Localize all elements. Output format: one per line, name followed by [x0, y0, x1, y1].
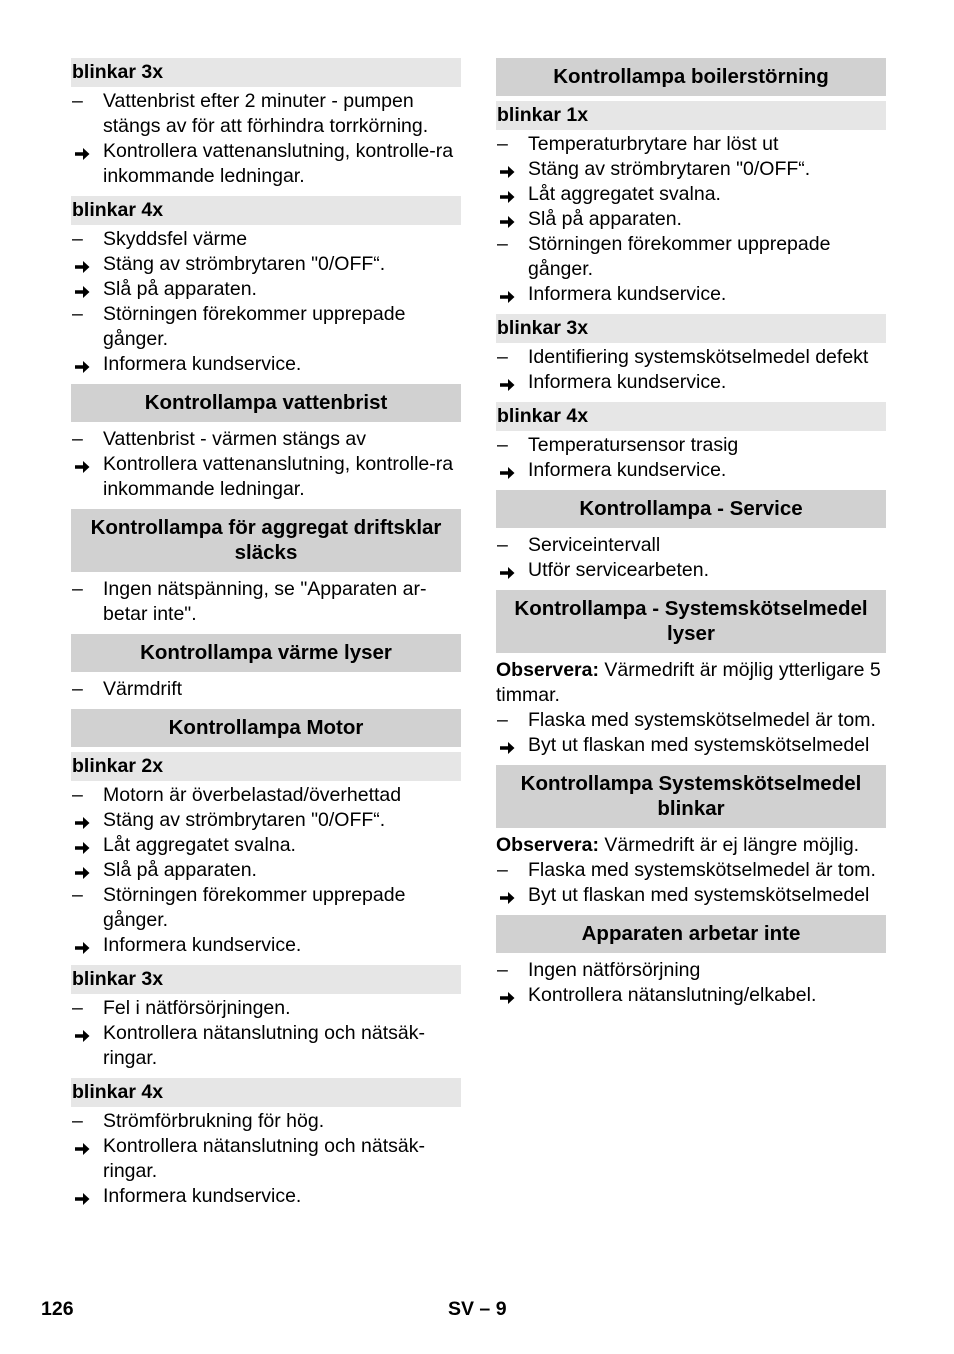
section-heading: Kontrollampa - Systemskötselmedel lyser [496, 590, 886, 653]
cause-item [496, 533, 886, 558]
instruction-item [496, 157, 886, 182]
instruction-item [71, 252, 461, 277]
section-heading: Kontrollampa boilerstörning [496, 58, 886, 96]
item-text: Ingen nätspänning, se "Apparaten ar-betar inte". [103, 578, 427, 625]
dash-bullet-icon: – [497, 133, 508, 155]
subheading: blinkar 4x [71, 1078, 461, 1107]
instruction-item [71, 452, 461, 502]
instruction-item [496, 558, 886, 583]
item-text: Störningen förekommer upprepade gånger. [103, 884, 406, 931]
arrow-right-icon [499, 988, 515, 1004]
arrow-right-icon [74, 838, 90, 854]
instruction-item [496, 182, 886, 207]
instruction-item [71, 1021, 461, 1071]
dash-bullet-icon: – [72, 784, 83, 806]
item-text: Kontrollera vattenanslutning, kontrolle-ra inkommande ledningar. [103, 140, 454, 187]
instruction-item [496, 282, 886, 307]
arrow-right-icon [499, 463, 515, 479]
dash-bullet-icon: – [72, 428, 83, 450]
dash-bullet-icon: – [72, 997, 83, 1019]
section-label: SV – 9 [448, 1298, 507, 1320]
dash-bullet-icon: – [72, 678, 83, 700]
cause-item [71, 302, 461, 352]
section-heading: Kontrollampa Motor [71, 709, 461, 747]
section-heading: Kontrollampa vattenbrist [71, 384, 461, 422]
item-text: Informera kundservice. [103, 934, 302, 956]
arrow-right-icon [74, 813, 90, 829]
instruction-item [71, 833, 461, 858]
arrow-right-icon [74, 457, 90, 473]
cause-item [496, 232, 886, 282]
item-text: Identifiering systemskötselmedel defekt [528, 346, 869, 368]
arrow-right-icon [499, 187, 515, 203]
section-heading: Kontrollampa värme lyser [71, 634, 461, 672]
dash-bullet-icon: – [72, 90, 83, 112]
subheading: blinkar 1x [496, 101, 886, 130]
dash-bullet-icon: – [72, 578, 83, 600]
dash-bullet-icon: – [72, 884, 83, 906]
arrow-right-icon [74, 1189, 90, 1205]
item-text: Slå på apparaten. [103, 859, 257, 881]
arrow-right-icon [74, 938, 90, 954]
cause-item [71, 227, 461, 252]
cause-item [71, 996, 461, 1021]
item-text: Ingen nätförsörjning [528, 959, 701, 981]
cause-item [71, 883, 461, 933]
cause-item [71, 677, 461, 702]
section-heading: Kontrollampa - Service [496, 490, 886, 528]
cause-item [496, 132, 886, 157]
item-text: Motorn är överbelastad/överhettad [103, 784, 402, 806]
item-text: Låt aggregatet svalna. [528, 183, 721, 205]
instruction-item [496, 458, 886, 483]
cause-item [71, 1109, 461, 1134]
item-text: Flaska med systemskötselmedel är tom. [528, 709, 876, 731]
instruction-item [496, 370, 886, 395]
instruction-item [496, 883, 886, 908]
dash-bullet-icon: – [497, 859, 508, 881]
arrow-right-icon [499, 212, 515, 228]
instruction-item [496, 733, 886, 758]
item-text: Vattenbrist efter 2 minuter - pumpen stängs av för att förhindra torrkörning. [103, 90, 429, 137]
item-text: Strömförbrukning för hög. [103, 1110, 325, 1132]
cause-item [71, 427, 461, 452]
cause-item [71, 89, 461, 139]
arrow-right-icon [499, 738, 515, 754]
arrow-right-icon [499, 287, 515, 303]
item-text: Stäng av strömbrytaren "0/OFF“. [103, 253, 386, 275]
item-text: Informera kundservice. [528, 459, 727, 481]
note-label: Observera: [496, 659, 599, 681]
cause-item [71, 783, 461, 808]
cause-item [496, 433, 886, 458]
dash-bullet-icon: – [72, 303, 83, 325]
item-text: Informera kundservice. [528, 371, 727, 393]
item-text: Kontrollera nätanslutning och nätsäk-ringar. [103, 1022, 425, 1069]
item-text: Temperatursensor trasig [528, 434, 739, 456]
instruction-item [496, 983, 886, 1008]
item-text: Byt ut flaskan med systemskötselmedel [528, 884, 870, 906]
arrow-right-icon [499, 888, 515, 904]
item-text: Informera kundservice. [103, 353, 302, 375]
subheading: blinkar 4x [496, 402, 886, 431]
instruction-item [71, 858, 461, 883]
cause-item [496, 345, 886, 370]
item-text: Temperaturbrytare har löst ut [528, 133, 779, 155]
instruction-item [71, 933, 461, 958]
dash-bullet-icon: – [497, 534, 508, 556]
dash-bullet-icon: – [497, 233, 508, 255]
arrow-right-icon [74, 282, 90, 298]
section-heading: Apparaten arbetar inte [496, 915, 886, 953]
instruction-item [496, 207, 886, 232]
instruction-item [71, 1184, 461, 1209]
note-text: Värmedrift är ej längre möjlig. [598, 834, 860, 856]
section-heading: Kontrollampa för aggregat driftsklar släcks [71, 509, 461, 572]
subheading: blinkar 3x [71, 965, 461, 994]
item-text: Värmdrift [103, 678, 183, 700]
instruction-item [71, 277, 461, 302]
left-column [71, 58, 461, 1209]
cause-item [496, 958, 886, 983]
item-text: Slå på apparaten. [103, 278, 257, 300]
note-label: Observera: [496, 834, 599, 856]
item-text: Utför servicearbeten. [528, 559, 709, 581]
item-text: Kontrollera nätanslutning/elkabel. [528, 984, 817, 1006]
dash-bullet-icon: – [497, 709, 508, 731]
instruction-item [71, 139, 461, 189]
instruction-item [71, 808, 461, 833]
dash-bullet-icon: – [497, 959, 508, 981]
arrow-right-icon [499, 162, 515, 178]
right-column [496, 58, 886, 1008]
arrow-right-icon [74, 1026, 90, 1042]
subheading: blinkar 3x [496, 314, 886, 343]
instruction-item [71, 352, 461, 377]
item-text: Informera kundservice. [103, 1185, 302, 1207]
arrow-right-icon [499, 563, 515, 579]
dash-bullet-icon: – [497, 434, 508, 456]
arrow-right-icon [74, 144, 90, 160]
item-text: Slå på apparaten. [528, 208, 682, 230]
item-text: Informera kundservice. [528, 283, 727, 305]
subheading: blinkar 3x [71, 58, 461, 87]
instruction-item [71, 1134, 461, 1184]
note-paragraph [496, 833, 886, 858]
dash-bullet-icon: – [72, 1110, 83, 1132]
item-text: Serviceintervall [528, 534, 661, 556]
item-text: Stäng av strömbrytaren "0/OFF“. [103, 809, 386, 831]
note-paragraph [496, 658, 886, 708]
dash-bullet-icon: – [72, 228, 83, 250]
item-text: Kontrollera nätanslutning och nätsäk-ringar. [103, 1135, 425, 1182]
item-text: Låt aggregatet svalna. [103, 834, 296, 856]
section-heading: Kontrollampa Systemskötselmedel blinkar [496, 765, 886, 828]
arrow-right-icon [74, 257, 90, 273]
cause-item [496, 708, 886, 733]
cause-item [71, 577, 461, 627]
subheading: blinkar 2x [71, 752, 461, 781]
dash-bullet-icon: – [497, 346, 508, 368]
note-text: Värmedrift är möjlig ytterligare 5 timmar. [496, 659, 881, 706]
item-text: Störningen förekommer upprepade gånger. [103, 303, 406, 350]
item-text: Flaska med systemskötselmedel är tom. [528, 859, 876, 881]
arrow-right-icon [74, 1139, 90, 1155]
arrow-right-icon [74, 357, 90, 373]
item-text: Fel i nätförsörjningen. [103, 997, 291, 1019]
item-text: Stäng av strömbrytaren "0/OFF“. [528, 158, 811, 180]
item-text: Vattenbrist - värmen stängs av [103, 428, 367, 450]
cause-item [496, 858, 886, 883]
item-text: Kontrollera vattenanslutning, kontrolle-ra inkommande ledningar. [103, 453, 454, 500]
arrow-right-icon [74, 863, 90, 879]
item-text: Skyddsfel värme [103, 228, 248, 250]
subheading: blinkar 4x [71, 196, 461, 225]
item-text: Störningen förekommer upprepade gånger. [528, 233, 831, 280]
arrow-right-icon [499, 375, 515, 391]
item-text: Byt ut flaskan med systemskötselmedel [528, 734, 870, 756]
page-number: 126 [41, 1298, 74, 1320]
